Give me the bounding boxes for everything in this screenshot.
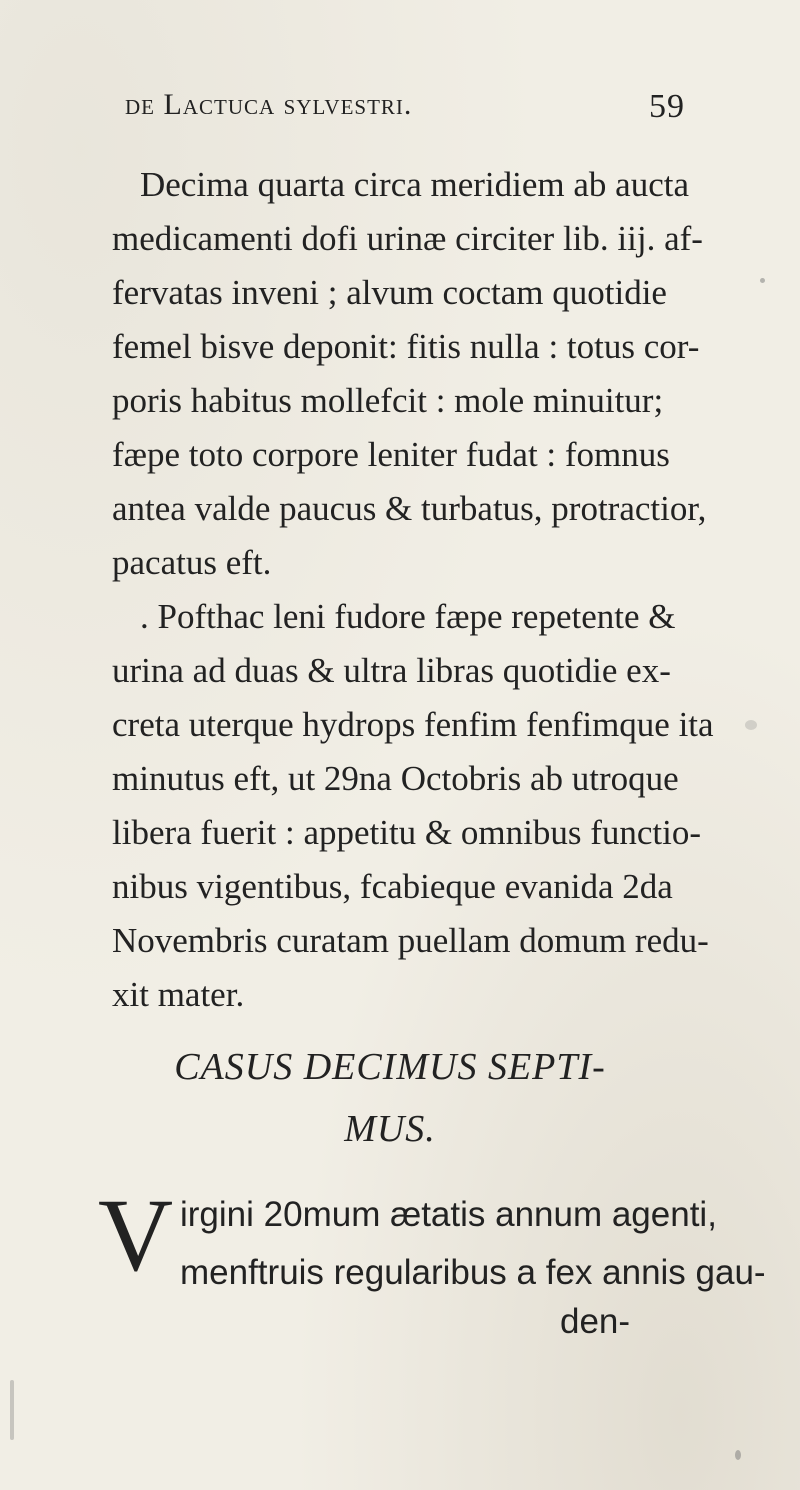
- drop-cap: V: [98, 1178, 174, 1293]
- text-line: minutus eft, ut 29na Octobris ab utroque: [112, 759, 679, 798]
- text-line: urina ad duas & ultra libras quotidie ex-: [112, 651, 671, 690]
- heading-line-2: MUS.: [344, 1108, 436, 1150]
- text-line: . Pofthac leni fudore fæpe repetente &: [140, 597, 676, 636]
- text-line: menftruis regularibus a fex annis gau-: [180, 1253, 766, 1292]
- text-line: pacatus eft.: [112, 543, 272, 582]
- paragraph-1: [112, 158, 707, 590]
- text-line: femel bisve deponit: fitis nulla : totus cor-: [112, 327, 700, 366]
- text-line: poris habitus mollefcit : mole minuitur;: [112, 381, 664, 420]
- running-title: de Lactuca sylvestri.: [125, 88, 413, 121]
- text-line: Novembris curatam puellam domum redu-: [112, 921, 709, 960]
- heading-line-1: CASUS DECIMUS SEPTI-: [174, 1046, 606, 1088]
- text-line: nibus vigentibus, fcabieque evanida 2da: [112, 867, 673, 906]
- paper-speck: [745, 720, 757, 730]
- catchword: den-: [560, 1302, 631, 1341]
- paper-speck: [760, 278, 765, 283]
- section-heading: [110, 1036, 670, 1160]
- text-line: creta uterque hydrops fenfim fenfimque ita: [112, 705, 714, 744]
- text-line: xit mater.: [112, 975, 245, 1014]
- page-number: 59: [649, 88, 685, 125]
- text-line: fæpe toto corpore leniter fudat : fomnus: [112, 435, 670, 474]
- text-line: libera fuerit : appetitu & omnibus functio-: [112, 813, 702, 852]
- text-line: fervatas inveni ; alvum coctam quotidie: [112, 273, 667, 312]
- text-line: medicamenti dofi urinæ circiter lib. iij. af-: [112, 219, 703, 258]
- paragraph-2: [112, 590, 714, 1022]
- text-line: antea valde paucus & turbatus, protractior,: [112, 489, 707, 528]
- running-head: [125, 88, 685, 138]
- paragraph-3: [180, 1186, 766, 1302]
- paper-edge-mark: [10, 1380, 14, 1440]
- text-line: irgini 20mum ætatis annum agenti,: [180, 1195, 717, 1234]
- paper-speck: [735, 1450, 741, 1460]
- text-line: Decima quarta circa meridiem ab aucta: [140, 165, 689, 204]
